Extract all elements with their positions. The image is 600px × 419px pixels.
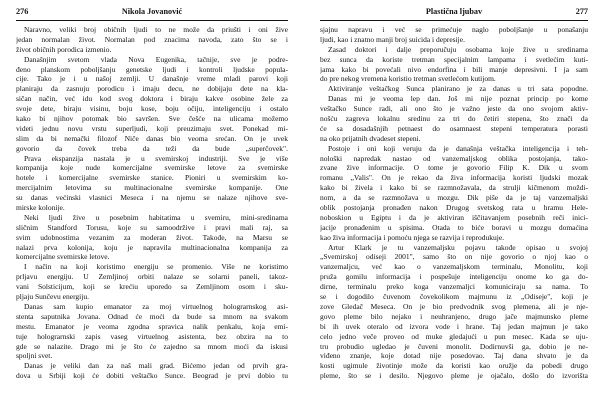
header-rule (320, 20, 588, 21)
text-line: nalazi prva kolonija, koju je napravila multinacionalna kompanija za (16, 242, 288, 252)
text-line: tru probudio ugledao je čuveni monolit. Dodirnuvši ga, dobio je ne- (320, 341, 588, 351)
text-line: ljudi, kao i znatno manji broj suicida i depresije. (320, 34, 465, 44)
text-line: celo jedno veče proveo od muke gledajući u pun mesec. Kada se uju- (320, 331, 588, 341)
text-line: pleme, što se i desilo. Njegovo pleme je ojačalo, došlo do izvorišta (320, 371, 588, 381)
right-page-body (320, 25, 588, 381)
text-line: kao živa informacija i pomoću njega se razvija i reprodukuje. (320, 232, 505, 242)
text-line: tuje holograrnski zapis vaseg virtuelnog asistenta, bez obzira na to (16, 331, 288, 341)
text-line: veštačko Sunce radi, ali ono što je važno jeste da ono svojom aktiv- (320, 104, 588, 114)
text-line: planiraju da zasnuju porodicu i imaju decu, ne dobijaju dete na kla- (16, 84, 288, 94)
text-line: nom, a da se razmnožava u mozgu. Dik piše da je taj vanzemaljski (320, 193, 588, 203)
text-line: život običnih porodica izmenio. (16, 44, 112, 54)
text-line: jedan normalan život. Normalan pod znacima navoda, zato što se i (16, 34, 288, 44)
text-line: Danas sam kupio emanator za moj virtuelnog holograrnskog asi- (24, 301, 288, 311)
text-line: kako bi njihov potomak bio savršen. Sve češće na ulicama možemo (16, 114, 288, 124)
text-line: bi ih uvek oteralo od izvora vode i hrane. Taj jedan majmun je tako (320, 321, 588, 331)
text-line: mercijalnim letovima su multinacionalne svemirske kompanije. One (16, 183, 288, 193)
left-page-body (16, 25, 288, 381)
text-line: će sa dosadašnjih petnaest do osamnaest stepeni temperatura porasti (320, 123, 588, 133)
text-line: mirske kolonije. (16, 203, 65, 213)
text-line: cije. Tako je i u našoj zemlji. U današnje vreme mladi parovi koji (16, 74, 288, 84)
text-line: gde se nalazite. Drago mi je što će zajedno sa mnom moći da iskusi (16, 341, 288, 351)
text-line: zvane žive informacije. O tome je govorio Filip K. Dik u svom (320, 163, 588, 173)
text-line: Zasad doktori i dalje preporučuju osobama koje žive u sredinama (328, 44, 588, 54)
right-page (320, 6, 588, 381)
text-line: „Svemirskoj odiseji 2001", samo što on nije govorio o njoj kao o (320, 252, 588, 262)
text-line: Artur Klark je tu vanzemaljsku pojavu takođe opisao u svojoj (328, 242, 588, 252)
text-line: pljaju Sunčevu energiju. (16, 292, 89, 302)
text-line: do pre nekog vremena koristio tretman svetlećom kutijom. (320, 74, 496, 84)
text-line: govo pleme bilo nejako i neuhranjeno, drugo jače majmunsko pleme (320, 311, 588, 321)
text-line: prljavu energiju. U Zemljinoj orbiti nalaze se solarni paneli, takoz- (16, 272, 288, 282)
text-line: jama kako bi povećali nivo endorfina i bili manje depresivni. I ja sam (320, 64, 588, 74)
text-line: nološki napredak nastao od vanzemaljskog oblika postojanja, tako- (320, 153, 588, 163)
text-line: viđeno znanje, koje dotad nije posedovao. Taj dana shvato je da (320, 351, 588, 361)
page-number: 276 (16, 7, 29, 16)
text-line: vani Solsticijum, koji se krećiu uporedo sa Zemljinom osom i sku- (16, 282, 288, 292)
running-title: Nikola Jovanović (121, 7, 183, 16)
text-line: sličnim Standford Torusu, koje su samoodržive i pravi mali raj, sa (16, 222, 288, 232)
text-line: stenta saputnika Jovana. Odnad će moći da bude sa mnom na svakom (16, 311, 288, 321)
text-line: govorio da čovek treba da teži da bude „superčovek". (16, 143, 288, 153)
text-line: noboskion u Egiptu i da je aktiviran iščitavanjem posebnih reči inici- (320, 212, 588, 222)
text-line: komercijalne svemirske letove. (16, 252, 110, 262)
text-line: jacije pronađenim u spisima. Otada to biće boravi u mozgu domaćina (320, 222, 588, 232)
text-line: se i dogodilo čuvenom čovekolikom majmunu iz „Odiseje", koji je (320, 292, 588, 302)
text-line: Prava ekspanzija nastala je u svemirskoj industriji. Sve je više (24, 153, 288, 163)
text-line: slim da bi nemački filozof Niče danas bio veoma srećan. On je uvek (16, 133, 288, 143)
text-line: videti jednu novu vrstu superljudi, koji preuzimaju svet. Ponekad mi- (16, 123, 288, 133)
text-line: oblik postojanja pronađen nakon Drugog svetskog rata u hramu Hele- (320, 203, 588, 213)
text-line: kako bi živela i kako bi se razmnožavala, da strulji kičmenom moždi- (320, 183, 588, 193)
text-line: mestu. Emanator je veoma zgodna spravica nalik penkalu, koja emi- (16, 321, 288, 331)
text-line: đeno planskom poboljšanju genetske ljudi i kontroli ljudske popula- (16, 64, 288, 74)
text-line: kosti ugimule životinje može da koristi kao oružje da pobedi drugo (320, 361, 588, 371)
left-page-header (16, 6, 288, 18)
text-line: sičan način, već idu kod svog doktora i biraju kakve osobine žele za (16, 94, 288, 104)
text-line: I način na koji koristimo energiju se promenio. Više ne koristimo (24, 262, 288, 272)
text-line: pruža gomilu informacija i pospešuje inteligenciju onome ko ga do- (320, 272, 588, 282)
text-line: Postoje i oni koji veruju da je današnja veštačka inteligencija i teh- (328, 143, 588, 153)
text-line: dirne, terminalu preko koga vanzemaljci komuniciraju sa nama. To (320, 282, 588, 292)
text-line: Aktiviranje veštačkog Sunca planirano je za danas u tri sata popodne. (328, 84, 588, 94)
right-page-header (320, 6, 588, 18)
left-page (16, 6, 288, 381)
text-line: svoje dete, biraju visinu, boju kose, boju očiju, inteligenciju i ostalo (16, 104, 288, 114)
text-line: Danas mi je veoma lep dan. Još mi nije poznat princip po kome (328, 94, 588, 104)
text-line: bez sunca da koriste tretman specijalnim lampama i svetlećim kuti- (320, 54, 588, 64)
text-line: na oko prijatnih dvadeset stepeni. (320, 133, 421, 143)
text-line: spoljni svet. (16, 351, 53, 361)
text-line: Naravno, veliki broj običnih ljudi to ne može da priušti i oni žive (24, 25, 288, 34)
text-line: zove Gledač Meseca. On je bio predvodnik svog plemena, ali je nje- (320, 301, 588, 311)
text-line: dova u Srbiji koji će dobiti veštačko Sunce. Beograd je prvi dobio tu (16, 371, 288, 381)
text-line: romanu „Valis". On je rekao da živa informacija koristi ljudski mozak (320, 173, 588, 183)
text-line: vanzemaljcu, već kao o vanzemaljskom terminalu, Monolitu, koji (320, 262, 588, 272)
text-line: su danas većinski vlasnici Meseca i na njemu se nalaze njihove sve- (16, 193, 288, 203)
page-number: 277 (575, 7, 588, 16)
running-title: Plastična ljubav (425, 7, 483, 16)
text-line: svim udobnostima vezanim za moderan život. Takođe, na Marsu se (16, 232, 288, 242)
text-line: nošću zagreva lokalnu sredinu za tri do četiri stepena, što znači da (320, 114, 588, 124)
header-rule (16, 20, 288, 21)
text-line: Neki ljudi žive u posebnim habitatima u svemiru, mini-sredinama (24, 212, 288, 222)
text-line: sjajnu napravu i već se primećuje naglo poboljšanje u ponašanju (320, 25, 588, 34)
text-line: Današnjim svetom vlada Nova Eugenika, tačnije, sve je podre- (24, 54, 288, 64)
text-line: Danas je veliki dan za naš mali grad. Bićemo jedan od prvih gra- (24, 361, 288, 371)
text-line: kompanija koje nude komercijalne svemirske letove za svemirske (16, 163, 288, 173)
text-line: hotele i komercijalne svemirske stanice. Pioniri u svemirskim ko- (16, 173, 288, 183)
